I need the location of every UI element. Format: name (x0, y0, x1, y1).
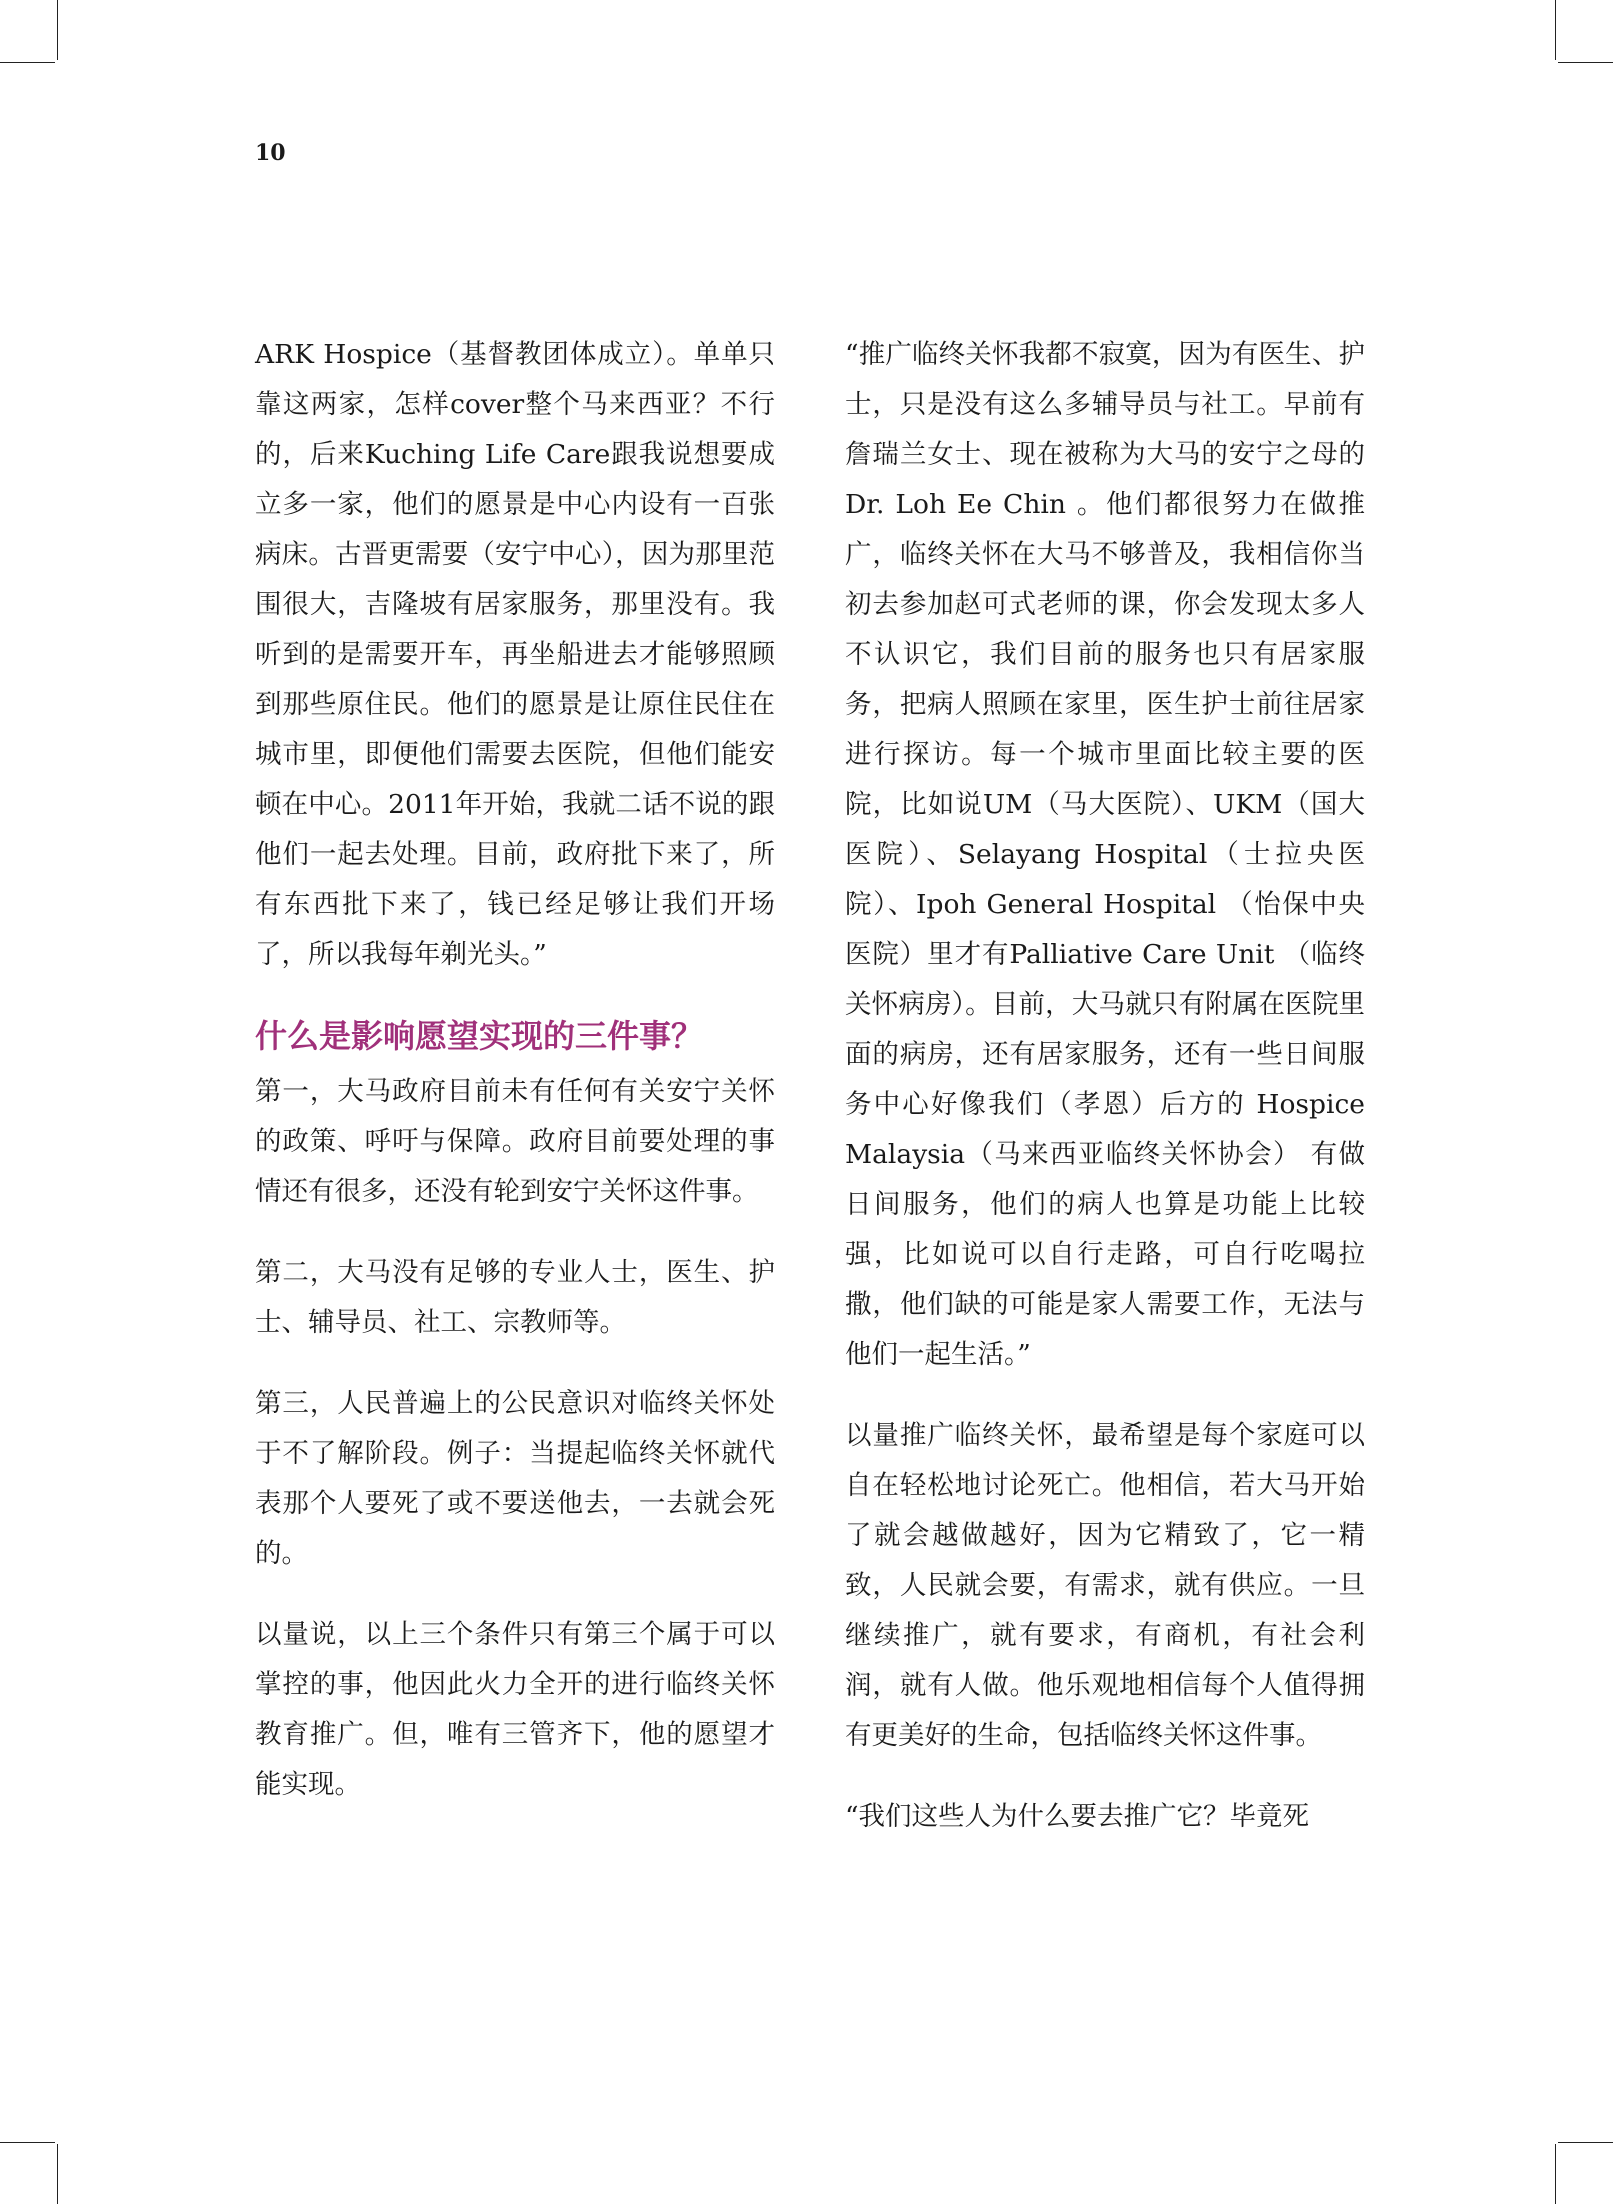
section-heading: 什么是影响愿望实现的三件事？ (255, 1017, 704, 1055)
right-paragraph-1: “推广临终关怀我都不寂寞，因为有医生、护士，只是没有这么多辅导员与社工。早前有詹瑞兰女士、现在被称为大马的安宁之母的Dr. Loh Ee Chin 。他们都很努力在做推广，临终关怀在大马不够普及，我相信你当初去参加赵可式老师的课，你会发现太多人不认识它，我们目前的服务也只有居家服务，把病人照顾在家里，医生护士前往居家进行探访。每一个城市里面比较主要的医院，比如说UM（马大医院）、UKM（国大医院）、Selayang Hospital（士拉央医院）、Ipoh General Hospital （怡保中央医院）里才有Palliative Care Unit （临终关怀病房）。目前，大马就只有附属在医院里面的病房，还有居家服务，还有一些日间服务中心好像我们（孝恩）后方的 Hospice Malaysia（马来西亚临终关怀协会） 有做日间服务，他们的病人也算是功能上比较强，比如说可以自行走路，可自行吃喝拉撒，他们缺的可能是家人需要工作，无法与他们一起生活。” (845, 339, 1365, 1370)
crop-mark-top-right-horizontal (1558, 62, 1613, 63)
left-paragraph-3: 第二，大马没有足够的专业人士，医生、护士、辅导员、社工、宗教师等。 (255, 1257, 775, 1338)
crop-mark-bottom-right-vertical (1555, 2144, 1556, 2204)
crop-mark-top-right-vertical (1555, 0, 1556, 60)
right-paragraph-3: “我们这些人为什么要去推广它？毕竟死 (845, 1801, 1310, 1832)
crop-mark-top-left-horizontal (0, 62, 55, 63)
crop-mark-bottom-left-horizontal (0, 2142, 55, 2143)
page-number: 10 (255, 140, 286, 166)
left-paragraph-2: 第一，大马政府目前未有任何有关安宁关怀的政策、呼吁与保障。政府目前要处理的事情还有很多，还没有轮到安宁关怀这件事。 (255, 1076, 775, 1207)
right-column (845, 330, 1365, 1873)
left-paragraph-4: 第三，人民普遍上的公民意识对临终关怀处于不了解阶段。例子：当提起临终关怀就代表那个人要死了或不要送他去，一去就会死的。 (255, 1388, 775, 1569)
left-paragraph-5: 以量说，以上三个条件只有第三个属于可以掌控的事，他因此火力全开的进行临终关怀教育推广。但，唯有三管齐下，他的愿望才能实现。 (255, 1619, 775, 1800)
crop-mark-top-left-vertical (57, 0, 58, 60)
right-paragraph-2: 以量推广临终关怀，最希望是每个家庭可以自在轻松地讨论死亡。他相信，若大马开始了就会越做越好，因为它精致了，它一精致，人民就会要，有需求，就有供应。一旦继续推广，就有要求，有商机，有社会利润，就有人做。他乐观地相信每个人值得拥有更美好的生命，包括临终关怀这件事。 (845, 1420, 1365, 1751)
crop-mark-bottom-left-vertical (57, 2144, 58, 2204)
left-paragraph-1: ARK Hospice（基督教团体成立）。单单只靠这两家，怎样cover整个马来西亚？不行的，后来Kuching Life Care跟我说想要成立多一家，他们的愿景是中心内设有一百张病床。古晋更需要（安宁中心），因为那里范围很大，吉隆坡有居家服务，那里没有。我听到的是需要开车，再坐船进去才能够照顾到那些原住民。他们的愿景是让原住民住在城市里，即便他们需要去医院，但他们能安顿在中心。2011年开始，我就二话不说的跟他们一起去处理。目前，政府批下来了，所有东西批下来了，钱已经足够让我们开场了，所以我每年剃光头。” (255, 339, 775, 970)
left-column (255, 330, 775, 1841)
crop-mark-bottom-right-horizontal (1558, 2142, 1613, 2143)
